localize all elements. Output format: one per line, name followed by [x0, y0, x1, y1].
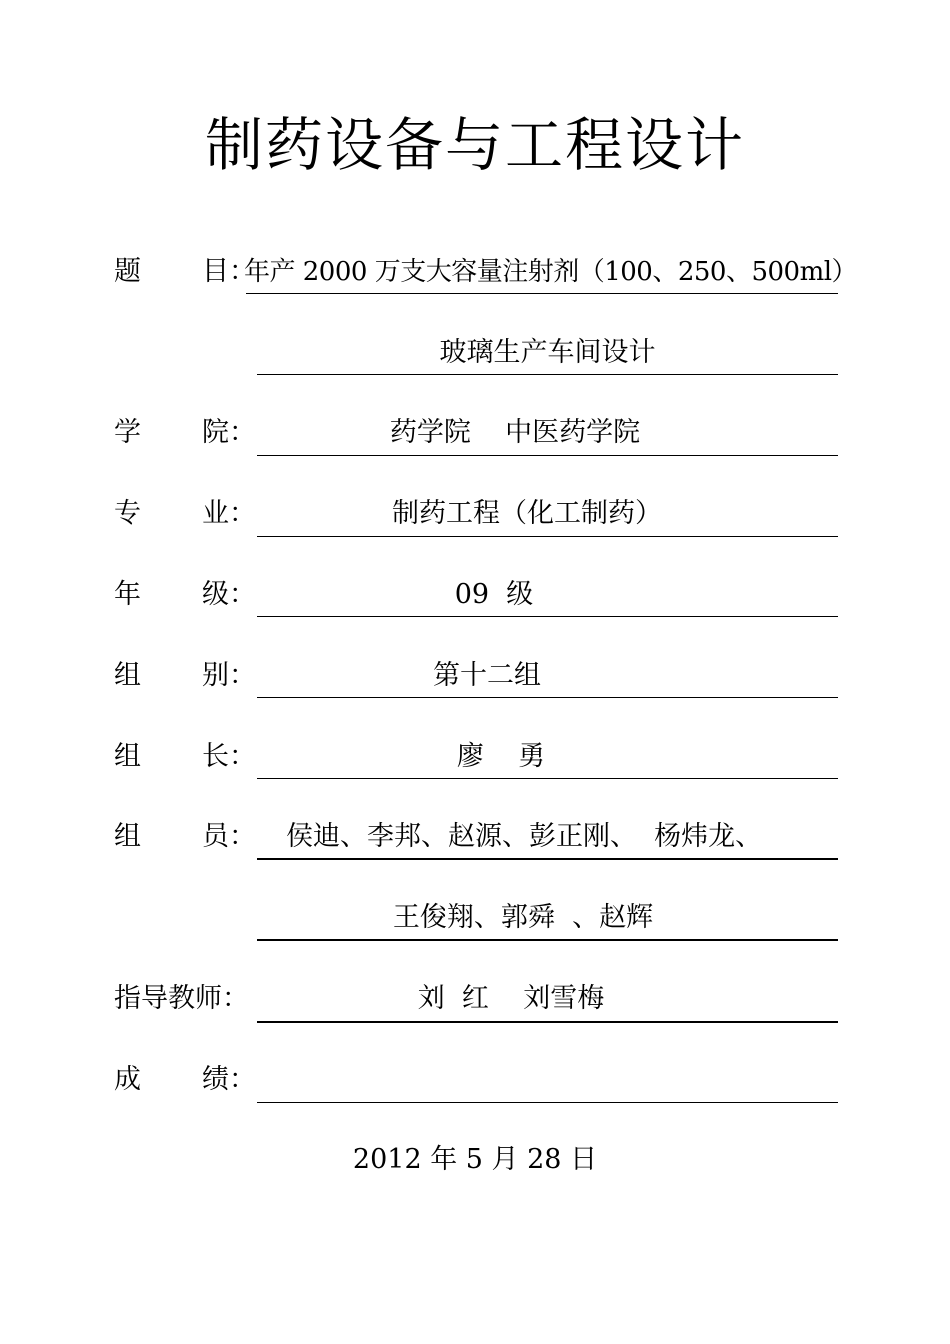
group-label-char1: 组: [114, 660, 141, 691]
college-label-char1: 学: [114, 417, 141, 448]
leader-label-char1: 组: [114, 741, 141, 772]
major-label-char1: 专: [114, 498, 141, 529]
members-value-line1: 侯迪、李邦、赵源、彭正刚、 杨炜龙、: [286, 821, 763, 852]
advisor-label-text: 指导教师：: [114, 983, 249, 1014]
college-label-char2: 院：: [202, 417, 256, 448]
members-underline-1: [257, 858, 838, 860]
advisor-value: 刘 红 刘雪梅: [417, 983, 605, 1014]
major-value: 制药工程（化工制药）: [392, 498, 662, 529]
college-value: 药学院 中医药学院: [389, 417, 641, 448]
topic-underline-2: [257, 374, 838, 375]
group-value: 第十二组: [433, 660, 541, 691]
members-underline-2: [257, 939, 838, 941]
score-underline: [257, 1102, 838, 1103]
college-underline: [257, 455, 838, 456]
topic-value-line1: 年产 2000 万支大容量注射剂（100、250、500ml）: [244, 257, 858, 287]
topic-value-line2: 玻璃生产车间设计: [439, 337, 656, 368]
grade-underline: [257, 616, 838, 617]
grade-value: 09 级: [454, 579, 534, 610]
major-label-char2: 业：: [202, 498, 256, 529]
advisor-underline: [257, 1021, 838, 1023]
topic-label-char1: 题: [114, 256, 141, 287]
group-underline: [257, 697, 838, 698]
leader-underline: [257, 778, 838, 779]
leader-label-char2: 长：: [202, 741, 256, 772]
grade-label-char1: 年: [114, 579, 141, 610]
major-underline: [257, 536, 838, 537]
score-label-char1: 成: [114, 1064, 141, 1095]
topic-underline-1: [246, 293, 838, 294]
members-value-line2: 王俊翔、郭舜 、赵辉: [392, 902, 654, 933]
grade-label-char2: 级：: [202, 579, 256, 610]
score-label-char2: 绩：: [202, 1064, 256, 1095]
members-label-char2: 员：: [202, 821, 256, 852]
leader-value: 廖 勇: [456, 741, 546, 772]
document-date: 2012 年 5 月 28 日: [352, 1144, 598, 1175]
document-title: 制药设备与工程设计: [204, 111, 745, 179]
members-label-char1: 组: [114, 821, 141, 852]
topic-label-char2: 目：: [202, 256, 256, 287]
group-label-char2: 别：: [202, 660, 256, 691]
